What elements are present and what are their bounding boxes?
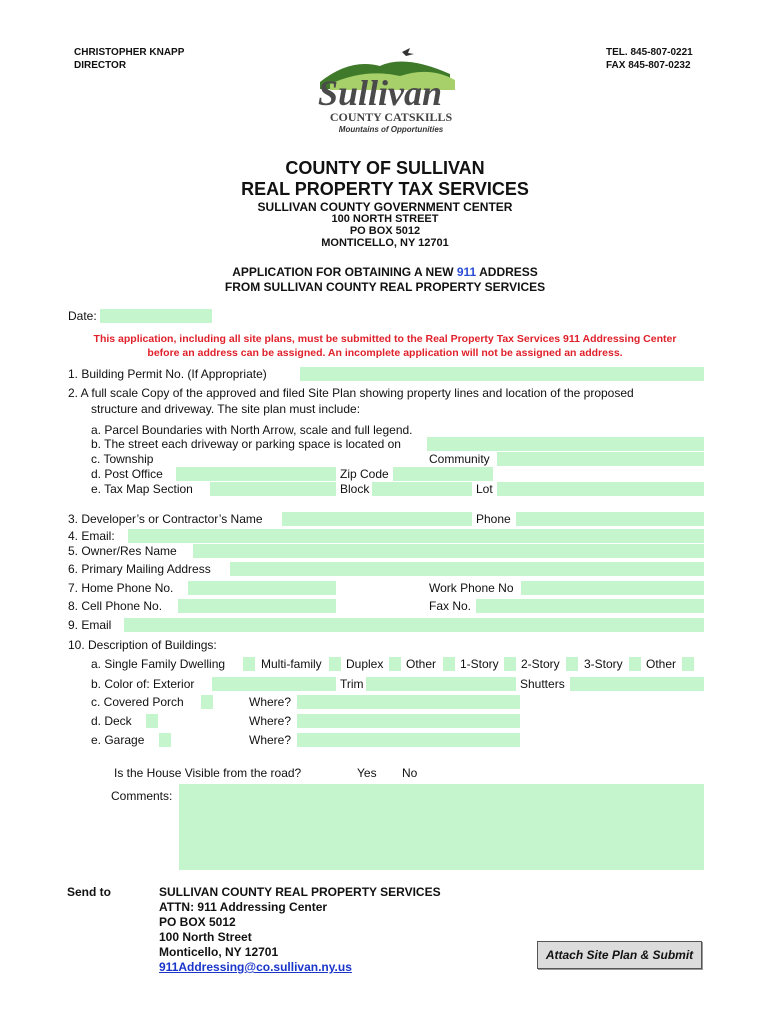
trim-color-field[interactable] <box>366 677 516 691</box>
other2-label: Other <box>646 657 677 671</box>
garage-where-field[interactable] <box>297 733 520 747</box>
item-site-plan: 2. A full scale Copy of the approved and filed Site Plan showing property lines and location of the proposed <box>68 386 634 400</box>
community-label: Community <box>429 452 490 466</box>
community-field[interactable] <box>497 452 704 466</box>
fax-field[interactable] <box>476 599 704 613</box>
item-email-2: 9. Email <box>68 618 112 632</box>
send-line1: SULLIVAN COUNTY REAL PROPERTY SERVICES <box>159 885 441 899</box>
logo-word: Sullivan <box>318 73 443 113</box>
zip-field[interactable] <box>393 467 493 481</box>
tax-map-field[interactable] <box>210 482 336 496</box>
covered-porch-checkbox[interactable] <box>201 695 213 709</box>
send-line4: 100 North Street <box>159 930 252 944</box>
tel-number: TEL. 845-807-0221 <box>606 47 693 58</box>
sub-township: c. Township <box>91 452 154 466</box>
deck-where-field[interactable] <box>297 714 520 728</box>
block-label: Block <box>340 482 370 496</box>
single-family-checkbox[interactable] <box>243 657 255 671</box>
item-owner: 5. Owner/Res Name <box>68 544 177 558</box>
story3-checkbox[interactable] <box>629 657 641 671</box>
email-field[interactable] <box>128 529 704 543</box>
application-text: APPLICATION FOR OBTAINING A NEW <box>232 265 457 279</box>
visible-yes[interactable]: Yes <box>357 766 377 780</box>
send-line2: ATTN: 911 Addressing Center <box>159 900 328 914</box>
title-line1: COUNTY OF SULLIVAN <box>285 158 485 178</box>
deck-where-label: Where? <box>249 714 292 728</box>
zip-label: Zip Code <box>340 467 389 481</box>
notice-line2: before an address can be assigned. An incomplete application will not be assigned an address. <box>147 347 623 359</box>
government-center: SULLIVAN COUNTY GOVERNMENT CENTER <box>257 200 513 214</box>
building-permit-field[interactable] <box>300 367 704 381</box>
duplex-label: Duplex <box>346 657 384 671</box>
logo-tagline: Mountains of Opportunities <box>338 125 444 134</box>
story1-label: 1-Story <box>460 657 499 671</box>
item-cell-phone: 8. Cell Phone No. <box>68 599 163 613</box>
visible-question: Is the House Visible from the road? <box>114 766 302 780</box>
title-line2: REAL PROPERTY TAX SERVICES <box>241 179 529 199</box>
multi-family-checkbox[interactable] <box>329 657 341 671</box>
item-mailing-address: 6. Primary Mailing Address <box>68 562 211 576</box>
notice-line1: This application, including all site plans, must be submitted to the Real Property Tax Services 911 Addressing Center <box>93 333 677 345</box>
director-title: DIRECTOR <box>74 60 127 71</box>
trim-label: Trim <box>340 677 364 691</box>
block-field[interactable] <box>372 482 472 496</box>
item-buildings: 10. Description of Buildings: <box>68 638 217 652</box>
story1-checkbox[interactable] <box>504 657 516 671</box>
sub-post-office: d. Post Office <box>91 467 163 481</box>
send-to-label: Send to <box>67 885 111 899</box>
email-2-field[interactable] <box>124 618 704 632</box>
visible-no[interactable]: No <box>402 766 418 780</box>
date-label: Date: <box>68 309 97 323</box>
garage-checkbox[interactable] <box>159 733 171 747</box>
sullivan-logo <box>310 44 470 139</box>
comments-field[interactable] <box>179 784 704 870</box>
post-office-field[interactable] <box>176 467 336 481</box>
item-site-plan-cont: structure and driveway. The site plan must include: <box>91 402 361 416</box>
comments-label: Comments: <box>111 789 173 803</box>
work-phone-field[interactable] <box>521 581 704 595</box>
home-phone-field[interactable] <box>188 581 336 595</box>
application-title-line2: FROM SULLIVAN COUNTY REAL PROPERTY SERVICES <box>224 280 546 294</box>
color-exterior-label: b. Color of: Exterior <box>91 677 195 691</box>
multi-family-label: Multi-family <box>261 657 322 671</box>
item-contractor: 3. Developer’s or Contractor’s Name <box>68 512 263 526</box>
story2-label: 2-Story <box>521 657 560 671</box>
porch-where-label: Where? <box>249 695 292 709</box>
application-title-line1 <box>0 264 770 280</box>
work-phone-label: Work Phone No <box>429 581 514 595</box>
deck-checkbox[interactable] <box>146 714 158 728</box>
other1-checkbox[interactable] <box>443 657 455 671</box>
lot-field[interactable] <box>497 482 704 496</box>
address-line3: MONTICELLO, NY 12701 <box>321 237 449 249</box>
contractor-field[interactable] <box>282 512 472 526</box>
send-line3: PO BOX 5012 <box>159 915 236 929</box>
sub-parcel: a. Parcel Boundaries with North Arrow, scale and full legend. <box>91 423 413 437</box>
item-home-phone: 7. Home Phone No. <box>68 581 174 595</box>
logo-county: COUNTY CATSKILLS <box>329 110 453 124</box>
fax-number: FAX 845-807-0232 <box>606 60 691 71</box>
story3-label: 3-Story <box>584 657 623 671</box>
garage-label: e. Garage <box>91 733 145 747</box>
fax-label: Fax No. <box>429 599 472 613</box>
deck-label: d. Deck <box>91 714 132 728</box>
shutters-color-field[interactable] <box>570 677 704 691</box>
phone-label: Phone <box>476 512 511 526</box>
covered-porch-label: c. Covered Porch <box>91 695 184 709</box>
send-line5: Monticello, NY 12701 <box>159 945 279 959</box>
attach-submit-button[interactable]: Attach Site Plan & Submit <box>537 941 702 969</box>
date-field[interactable] <box>100 309 212 323</box>
contractor-phone-field[interactable] <box>516 512 704 526</box>
story2-checkbox[interactable] <box>566 657 578 671</box>
shutters-label: Shutters <box>520 677 565 691</box>
other1-label: Other <box>406 657 437 671</box>
street-field[interactable] <box>427 437 704 451</box>
duplex-checkbox[interactable] <box>389 657 401 671</box>
item-email: 4. Email: <box>68 529 115 543</box>
porch-where-field[interactable] <box>297 695 520 709</box>
cell-phone-field[interactable] <box>178 599 336 613</box>
garage-where-label: Where? <box>249 733 292 747</box>
sub-street: b. The street each driveway or parking space is located on <box>91 437 401 451</box>
application-911: 911 <box>456 265 477 279</box>
application-address-word: ADDRESS <box>476 265 538 279</box>
director-name: CHRISTOPHER KNAPP <box>74 47 185 58</box>
address-line1: 100 NORTH STREET <box>331 213 439 225</box>
owner-field[interactable] <box>193 544 704 558</box>
sub-tax-map: e. Tax Map Section <box>91 482 193 496</box>
single-family-label: a. Single Family Dwelling <box>91 657 226 671</box>
send-email-link[interactable]: 911Addressing@co.sullivan.ny.us <box>159 960 352 974</box>
address-line2: PO BOX 5012 <box>349 225 421 237</box>
lot-label: Lot <box>476 482 493 496</box>
item-building-permit: 1. Building Permit No. (If Appropriate) <box>68 367 267 381</box>
mailing-address-field[interactable] <box>230 562 704 576</box>
exterior-color-field[interactable] <box>212 677 336 691</box>
other2-checkbox[interactable] <box>682 657 694 671</box>
